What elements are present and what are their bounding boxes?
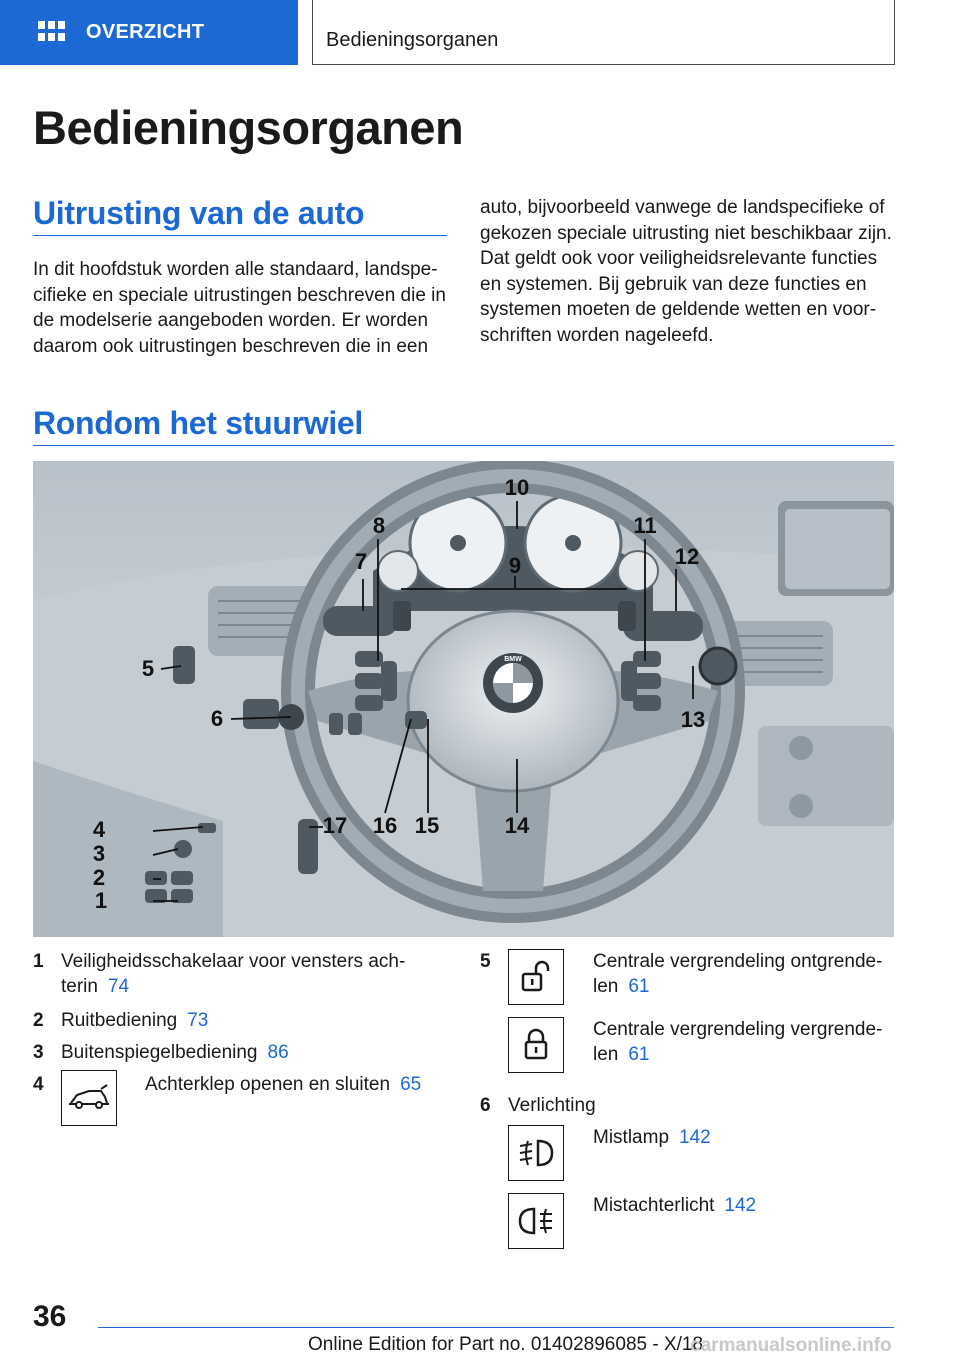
intro-text-col1: In dit hoofdstuk worden alle standaard, landspecifieke en speciale uitrustingen beschreven die in de modelserie aangeboden worden. Er worden daarom ook uitrustingen beschreven die in een: [33, 259, 446, 357]
intro-text-col2: auto, bijvoorbeeld vanwege de landspecifieke of gekozen speciale uitrusting niet beschikbaar zijn. Dat geldt ook voor veiligheidsrelevante functies en systemen. Bij gebruik van deze functies en systemen moeten de geldende wetten en voorschriften worden nageleefd.: [480, 197, 892, 346]
figure-callout-2: 2: [92, 865, 106, 890]
bmw-logo-text: BMW: [504, 656, 522, 663]
figure-callout-16: 16: [372, 813, 398, 838]
legend-item: Ruitbediening 73: [61, 1010, 209, 1031]
footer-edition: Online Edition for Part no. 01402896085 - X/18: [308, 1334, 704, 1355]
page-reference-link[interactable]: 61: [628, 976, 650, 997]
page-number: 36: [33, 1300, 67, 1333]
page-title: Bedieningsorganen: [33, 101, 464, 154]
figure-callout-15: 15: [414, 813, 440, 838]
page-reference-link[interactable]: 73: [187, 1010, 209, 1031]
front-fog-lamp-icon: [508, 1125, 564, 1181]
legend-item: Buitenspiegelbediening 86: [61, 1042, 289, 1063]
cockpit-drawing: [33, 461, 894, 937]
footer-rule: [98, 1327, 894, 1328]
section-title-steering-wheel: Rondom het stuurwiel: [33, 405, 364, 441]
figure-callout-14: 14: [504, 813, 530, 838]
figure-callout-17: 17: [322, 813, 348, 838]
legend-number: 5: [480, 951, 491, 972]
figure-callout-1: 1: [94, 888, 108, 913]
legend-number: 4: [33, 1074, 44, 1095]
figure-callout-8: 8: [372, 513, 386, 538]
watermark: carmanualsonline.info: [690, 1335, 892, 1356]
page-reference-link[interactable]: 86: [267, 1042, 289, 1063]
legend-item: Centrale vergrendeling ontgrendelen 61: [593, 951, 883, 997]
rear-fog-lamp-icon: [508, 1193, 564, 1249]
overview-tab[interactable]: [0, 0, 298, 65]
legend-item: Veiligheidsschakelaar voor vensters achterin 74: [61, 951, 406, 997]
figure-callout-3: 3: [92, 841, 106, 866]
figure-callout-10: 10: [504, 475, 530, 500]
figure-callout-4: 4: [92, 817, 106, 842]
section-rule: [33, 445, 894, 446]
legend-number: 2: [33, 1010, 44, 1031]
cockpit-illustration: [33, 461, 894, 937]
section-breadcrumb-label: Bedieningsorganen: [326, 29, 499, 51]
legend-number: 3: [33, 1042, 44, 1063]
figure-callout-9: 9: [508, 553, 522, 578]
figure-callout-6: 6: [210, 706, 224, 731]
section-title-equipment: Uitrusting van de auto: [33, 195, 365, 231]
figure-callout-5: 5: [141, 656, 155, 681]
section-breadcrumb[interactable]: [312, 0, 895, 65]
figure-callout-7: 7: [354, 549, 368, 574]
figure-callout-11: 11: [633, 513, 657, 538]
unlock-icon: [508, 949, 564, 1005]
legend-item: Mistachterlicht 142: [593, 1195, 757, 1216]
grid-menu-icon: [38, 21, 66, 45]
page-reference-link[interactable]: 142: [679, 1127, 711, 1148]
legend-item: Mistlamp 142: [593, 1127, 711, 1148]
legend-number: 1: [33, 951, 44, 972]
overview-tab-label: OVERZICHT: [86, 21, 205, 43]
section-rule: [33, 235, 447, 236]
legend-item: Centrale vergrendeling vergrendelen 61: [593, 1019, 883, 1065]
page-reference-link[interactable]: 142: [724, 1195, 757, 1216]
tailgate-icon: [61, 1070, 117, 1126]
legend-item: Achterklep openen en sluiten 65: [145, 1074, 422, 1095]
page-reference-link[interactable]: 61: [628, 1044, 650, 1065]
figure-callout-13: 13: [680, 707, 706, 732]
page-reference-link[interactable]: 65: [400, 1074, 422, 1095]
page-reference-link[interactable]: 74: [107, 976, 130, 997]
figure-callout-12: 12: [674, 544, 700, 569]
legend-number: 6: [480, 1095, 491, 1116]
lock-icon: [508, 1017, 564, 1073]
legend-item: Verlichting: [508, 1095, 596, 1116]
